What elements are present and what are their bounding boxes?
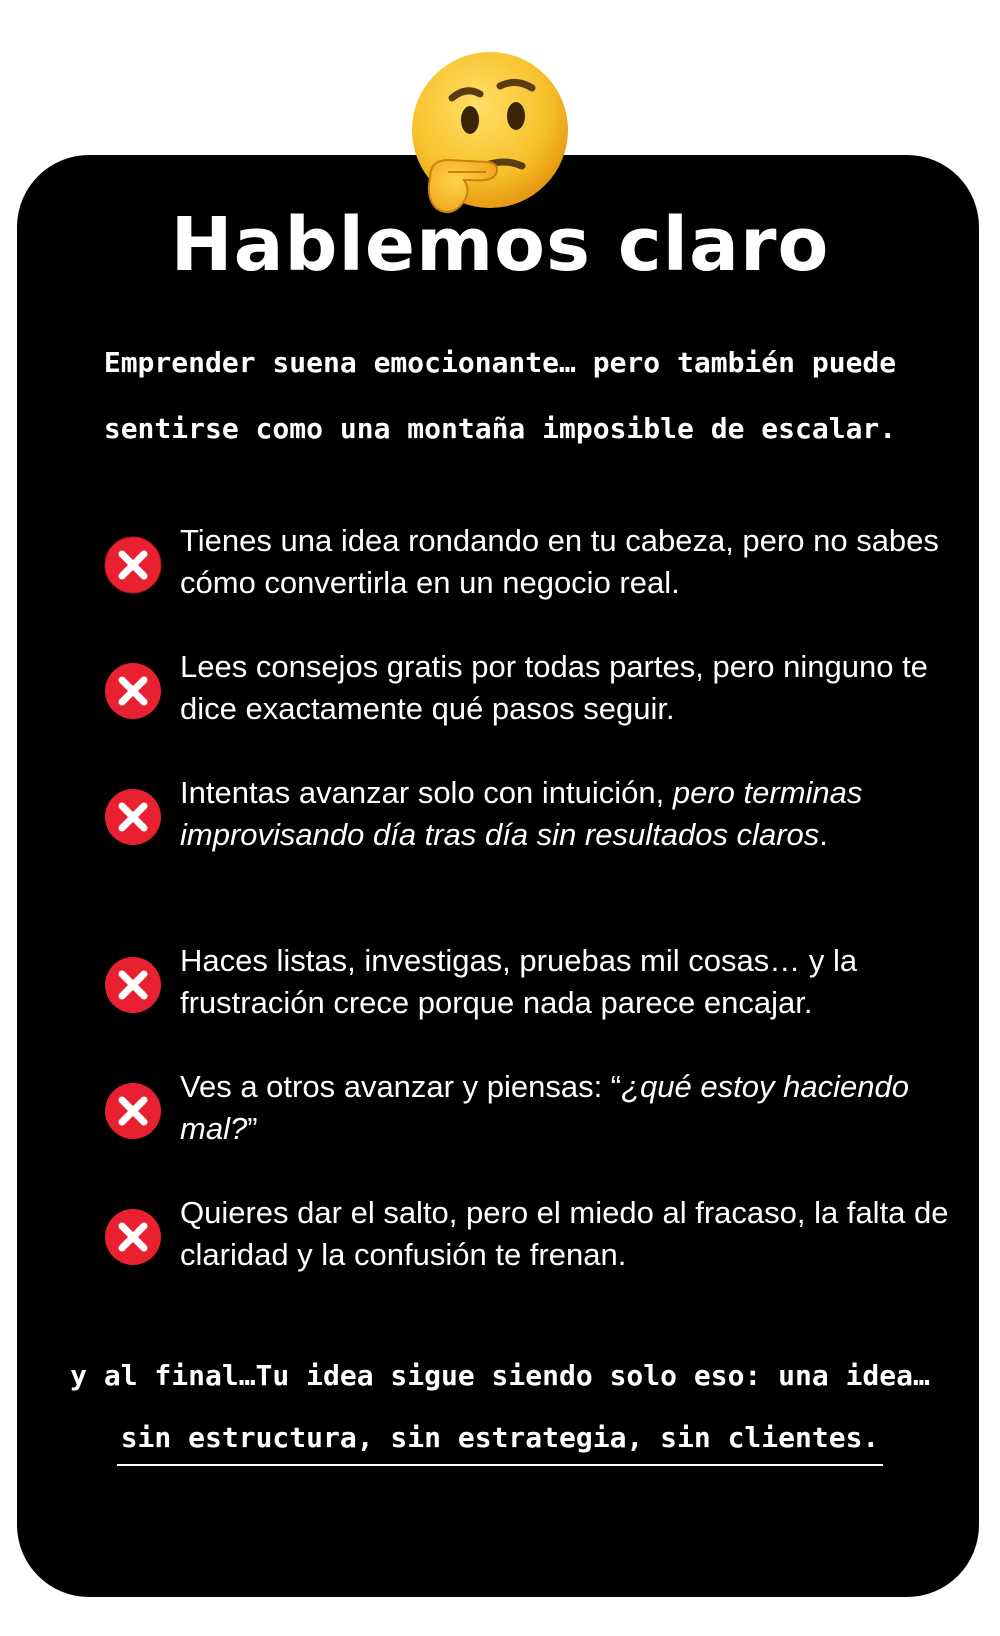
pain-point-text: Quieres dar el salto, pero el miedo al fracaso, la falta de claridad y la confusión te frenan. — [180, 1195, 949, 1272]
pain-point-text: Ves a otros avanzar y piensas: “¿qué estoy haciendo mal?” — [180, 1069, 909, 1146]
list-item — [104, 772, 954, 856]
outro-line-2: sin estructura, sin estrategia, sin clientes. — [117, 1412, 884, 1466]
intro-text — [40, 330, 960, 462]
pain-point-text: Intentas avanzar solo con intuición, pero terminas improvisando día tras día sin resultados claros. — [180, 775, 863, 852]
intro-line-1: Emprender suena emocionante… pero también puede — [103, 346, 897, 379]
pain-point-text: Tienes una idea rondando en tu cabeza, pero no sabes cómo convertirla en un negocio real. — [180, 523, 939, 600]
cross-mark-icon — [104, 1208, 162, 1266]
cross-mark-icon — [104, 662, 162, 720]
list-item — [104, 940, 954, 1024]
list-item — [104, 646, 954, 730]
list-item — [104, 1066, 954, 1150]
cross-mark-icon — [104, 788, 162, 846]
pain-point-text: Lees consejos gratis por todas partes, pero ninguno te dice exactamente qué pasos seguir. — [180, 649, 928, 726]
pain-point-text: Haces listas, investigas, pruebas mil cosas… y la frustración crece porque nada parece encajar. — [180, 943, 858, 1020]
outro-text — [40, 1345, 960, 1469]
cross-mark-icon — [104, 956, 162, 1014]
cross-mark-icon — [104, 1082, 162, 1140]
list-item — [104, 1192, 954, 1276]
intro-line-2: sentirse como una montaña imposible de escalar. — [103, 412, 897, 445]
cross-mark-icon — [104, 536, 162, 594]
outro-line-1: y al final…Tu idea sigue siendo solo eso: una idea… — [70, 1359, 930, 1392]
thinking-face-icon — [400, 48, 576, 224]
page-title: Hablemos claro — [170, 202, 830, 288]
list-item — [104, 520, 954, 604]
